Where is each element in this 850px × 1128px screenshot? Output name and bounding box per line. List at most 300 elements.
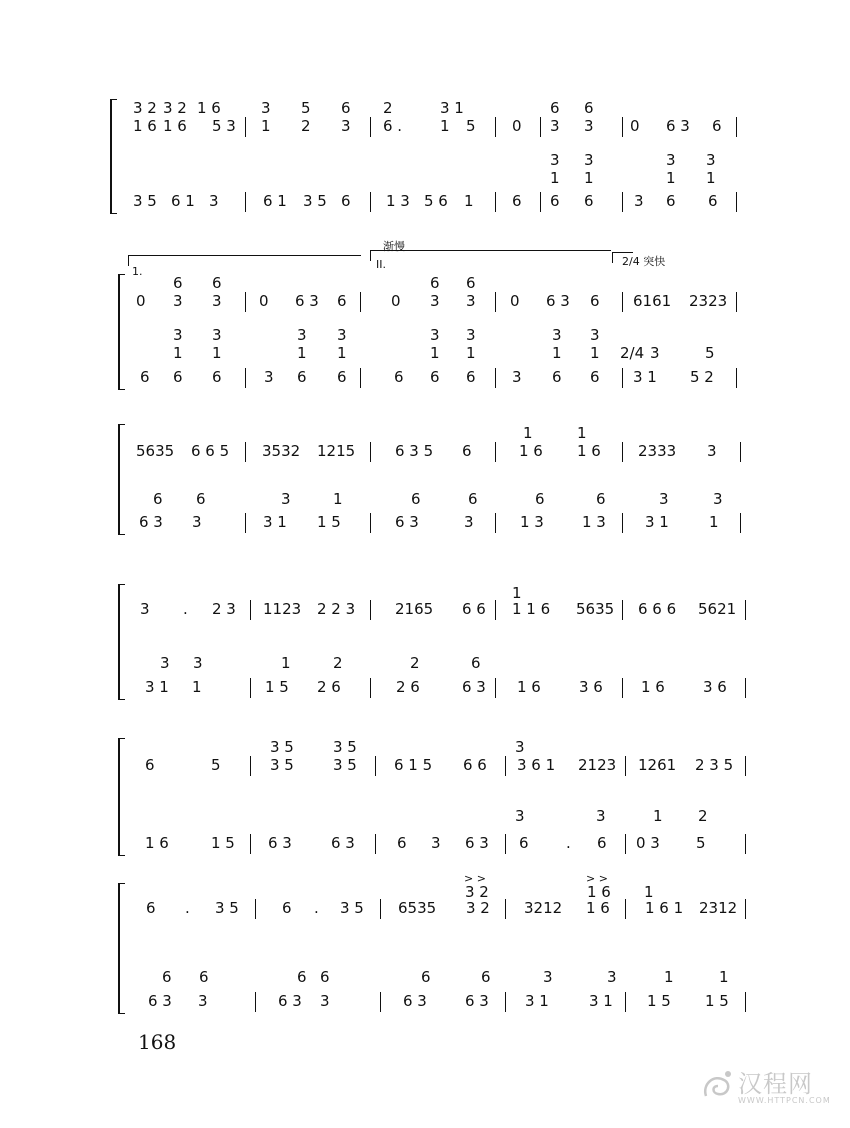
note-group: 6 1 [263, 192, 287, 210]
bar-line [245, 117, 246, 137]
note-group: 3 [706, 151, 716, 169]
note-group: 3 [515, 738, 525, 756]
bar-line [505, 756, 506, 776]
note-group: 6 3 [331, 834, 355, 852]
note-group: 3 1 [263, 513, 287, 531]
note-group: 1 [173, 344, 183, 362]
bar-line [375, 756, 376, 776]
bar-line [360, 368, 361, 388]
system-brace [110, 99, 117, 214]
bar-line [245, 192, 246, 212]
note-group: 3 [464, 513, 474, 531]
bar-line [625, 834, 626, 854]
note-group: 1 6 [163, 117, 187, 135]
bar-line [745, 899, 746, 919]
note-group: 1 [523, 424, 533, 442]
note-group: 1 [653, 807, 663, 825]
bar-line [622, 600, 623, 620]
tempo-mark: 渐慢 [383, 240, 405, 253]
bar-line [255, 899, 256, 919]
volta-bracket [128, 255, 361, 266]
note-group: 1261 [638, 756, 677, 774]
note-group: 6 [146, 899, 156, 917]
bar-line [736, 292, 737, 312]
note-group: 3 1 [525, 992, 549, 1010]
note-group: 6 [162, 968, 172, 986]
note-group: 1 6 [519, 442, 543, 460]
score-line [0, 507, 850, 537]
note-group: 6 [394, 368, 404, 386]
bar-line [625, 899, 626, 919]
note-group: 3 [173, 326, 183, 344]
bar-line [495, 292, 496, 312]
bar-line [736, 117, 737, 137]
note-group: 6 6 6 [638, 600, 677, 618]
note-group: 2323 [689, 292, 728, 310]
note-group: 2123 [578, 756, 617, 774]
bar-line [495, 678, 496, 698]
note-group: 3 [192, 513, 202, 531]
note-group: 1 6 [577, 442, 601, 460]
bar-line [622, 368, 623, 388]
note-group: 6 [590, 368, 600, 386]
note-group: 1 6 [133, 117, 157, 135]
score-line [0, 594, 850, 624]
note-group: 3 [320, 992, 330, 1010]
note-group: 0 [512, 117, 522, 135]
note-group: 3 [297, 326, 307, 344]
note-group: 5 [466, 117, 476, 135]
bar-line [495, 513, 496, 533]
note-group: 1215 [317, 442, 356, 460]
bar-line [370, 117, 371, 137]
note-group: 6 3 [403, 992, 427, 1010]
note-group: 3 1 [440, 99, 464, 117]
note-group: 3 [431, 834, 441, 852]
note-group: 6 3 [148, 992, 172, 1010]
bar-line [495, 192, 496, 212]
note-group: 3 [659, 490, 669, 508]
note-group: 1 6 [145, 834, 169, 852]
note-group: 2 [301, 117, 311, 135]
note-group: 6 [411, 490, 421, 508]
note-group: 1 [464, 192, 474, 210]
note-group: 6 [341, 99, 351, 117]
note-group: 6 3 [278, 992, 302, 1010]
note-group: 0 [259, 292, 269, 310]
note-group: 3 [140, 600, 150, 618]
note-group: 6 [512, 192, 522, 210]
bar-line [360, 292, 361, 312]
note-group: 3 5 [270, 756, 294, 774]
note-group: 3 1 [645, 513, 669, 531]
bar-line [745, 834, 746, 854]
note-group: 3 2 [133, 99, 157, 117]
bar-line [375, 834, 376, 854]
note-group: 2 6 [396, 678, 420, 696]
note-group: 5 [705, 344, 715, 362]
note-group: 3 [173, 292, 183, 310]
note-group: 3 6 1 [517, 756, 556, 774]
bar-line [250, 678, 251, 698]
note-group: 6 [297, 368, 307, 386]
note-group: 6 [145, 756, 155, 774]
note-group: 5 6 [424, 192, 448, 210]
note-group: 3 [713, 490, 723, 508]
bar-line [250, 756, 251, 776]
bar-line [245, 292, 246, 312]
note-group: 3 [584, 151, 594, 169]
note-group: 6 [341, 192, 351, 210]
bar-line [505, 899, 506, 919]
bar-line [250, 600, 251, 620]
note-group: 6 3 [465, 834, 489, 852]
note-group: 6 6 [463, 756, 487, 774]
note-group: 6 [590, 292, 600, 310]
bar-line [370, 600, 371, 620]
note-group: 6 [584, 192, 594, 210]
note-group: 1 [706, 169, 716, 187]
note-group: 1 [709, 513, 719, 531]
note-group: 1 [430, 344, 440, 362]
note-group: 3 [160, 654, 170, 672]
note-group: 1 [666, 169, 676, 187]
bar-line [370, 678, 371, 698]
note-group: 6 [468, 490, 478, 508]
note-group: 1 1 6 [512, 600, 551, 618]
note-group: 3 1 [589, 992, 613, 1010]
note-group: 1 3 [520, 513, 544, 531]
note-group: 1 [590, 344, 600, 362]
note-group: 6 3 [546, 292, 570, 310]
note-group: 3 1 [145, 678, 169, 696]
note-group: 6161 [633, 292, 672, 310]
bar-line [505, 992, 506, 1012]
swirl-logo-icon [700, 1066, 736, 1106]
second-ending-label: II. [376, 258, 386, 271]
note-group: 3 5 [133, 192, 157, 210]
note-group: 1 6 1 [645, 899, 684, 917]
note-group: 1123 [263, 600, 302, 618]
note-group: 5 2 [690, 368, 714, 386]
note-group: 6 3 [666, 117, 690, 135]
note-group: 3 [515, 807, 525, 825]
note-group: 6 [282, 899, 292, 917]
note-group: 6 6 [462, 600, 486, 618]
bar-line [622, 678, 623, 698]
note-group: 6 [471, 654, 481, 672]
bar-line [380, 899, 381, 919]
note-group: 3 [212, 326, 222, 344]
note-group: 6 [666, 192, 676, 210]
note-group: 2333 [638, 442, 677, 460]
note-group: 1 [552, 344, 562, 362]
note-group: 6 [173, 274, 183, 292]
note-group: 3532 [262, 442, 301, 460]
system-brace [118, 883, 125, 1014]
bar-line [736, 192, 737, 212]
note-group: 6 3 [139, 513, 163, 531]
note-group: 1 [550, 169, 560, 187]
note-group: 6535 [398, 899, 437, 917]
note-group: 1 [644, 883, 654, 901]
score-line [0, 111, 850, 141]
bar-line [250, 834, 251, 854]
score-line [0, 893, 850, 923]
first-ending-label: 1. [132, 265, 143, 278]
watermark [700, 1062, 840, 1112]
bar-line [495, 600, 496, 620]
note-group: 6 [397, 834, 407, 852]
note-group: 1 [466, 344, 476, 362]
note-group: 3 [209, 192, 219, 210]
bar-line [740, 513, 741, 533]
system-brace [118, 274, 125, 390]
note-group: 6 [708, 192, 718, 210]
note-group: 2165 [395, 600, 434, 618]
accent-mark: > > [464, 872, 486, 885]
note-group: 6 [212, 274, 222, 292]
note-group: 3 [341, 117, 351, 135]
note-group: 6 3 [462, 678, 486, 696]
note-group: 2 [410, 654, 420, 672]
note-group: 6 [466, 274, 476, 292]
note-group: 3 [466, 326, 476, 344]
note-group: 3 [261, 99, 271, 117]
note-group: 3 [212, 292, 222, 310]
bar-line [740, 442, 741, 462]
note-group: 6 [212, 368, 222, 386]
bar-line [245, 442, 246, 462]
note-group: 6 [337, 292, 347, 310]
note-group: 0 [630, 117, 640, 135]
note-group: 3 [198, 992, 208, 1010]
note-group: 1 5 [317, 513, 341, 531]
note-group: 3212 [524, 899, 563, 917]
bar-line [495, 117, 496, 137]
note-group: 6 [519, 834, 529, 852]
note-group: 6 [199, 968, 209, 986]
note-group: 3 2 [163, 99, 187, 117]
note-group: 3 5 [340, 899, 364, 917]
bar-line [745, 756, 746, 776]
note-group: 6 [550, 99, 560, 117]
note-group: 2 2 3 [317, 600, 356, 618]
note-group: 3 5 [215, 899, 239, 917]
note-group: 6 [596, 490, 606, 508]
note-group: . [185, 899, 190, 917]
note-group: 1 [337, 344, 347, 362]
note-group: 1 [719, 968, 729, 986]
note-group: 3 [281, 490, 291, 508]
note-group: 1 6 [517, 678, 541, 696]
note-group: 3 2 [465, 883, 489, 901]
note-group: 3 [550, 151, 560, 169]
score-line [0, 801, 850, 831]
note-group: 2312 [699, 899, 738, 917]
note-group: 3 [337, 326, 347, 344]
note-group: 1 [261, 117, 271, 135]
note-group: 1 6 [197, 99, 221, 117]
note-group: 6 [153, 490, 163, 508]
system-brace [118, 584, 125, 700]
note-group: 1 6 [641, 678, 665, 696]
note-group: 6 1 5 [394, 756, 433, 774]
bar-line [370, 192, 371, 212]
note-group: 0 3 [636, 834, 660, 852]
note-group: 1 3 [386, 192, 410, 210]
note-group: 1 3 [582, 513, 606, 531]
note-group: 6 [481, 968, 491, 986]
meter-mark: 2/4 突快 [622, 255, 666, 268]
note-group: 6 [430, 368, 440, 386]
note-group: 6 [337, 368, 347, 386]
note-group: 3 [666, 151, 676, 169]
note-group: 3 5 [270, 738, 294, 756]
score-line [0, 286, 850, 316]
bar-line [540, 192, 541, 212]
note-group: 3 [543, 968, 553, 986]
note-group: 2 [383, 99, 393, 117]
note-group: 6 3 [268, 834, 292, 852]
note-group: 1 5 [647, 992, 671, 1010]
note-group: 3 [584, 117, 594, 135]
note-group: 6 [421, 968, 431, 986]
bar-line [622, 442, 623, 462]
note-group: 6 3 [465, 992, 489, 1010]
watermark-text: 汉程网 [738, 1070, 813, 1098]
note-group: 1 5 [211, 834, 235, 852]
bar-line [622, 192, 623, 212]
note-group: . [314, 899, 319, 917]
page-number: 168 [138, 1030, 177, 1054]
note-group: 3 6 [579, 678, 603, 696]
note-group: 1 5 [265, 678, 289, 696]
note-group: . [566, 834, 571, 852]
note-group: 6 3 [395, 513, 419, 531]
note-group: 6 [430, 274, 440, 292]
note-group: 1 [440, 117, 450, 135]
score-line [0, 986, 850, 1016]
score-line [0, 672, 850, 702]
note-group: 3 [264, 368, 274, 386]
bar-line [380, 992, 381, 1012]
note-group: 6 [535, 490, 545, 508]
note-group: 3 [607, 968, 617, 986]
bar-line [622, 292, 623, 312]
note-group: 5 3 [212, 117, 236, 135]
note-group: 6 1 [171, 192, 195, 210]
bar-line [370, 442, 371, 462]
score-line [0, 186, 850, 216]
note-group: 0 [391, 292, 401, 310]
note-group: 2 [333, 654, 343, 672]
note-group: 1 [333, 490, 343, 508]
bar-line [505, 834, 506, 854]
note-group: 6 [462, 442, 472, 460]
note-group: 5 [301, 99, 311, 117]
note-group: 3 1 [633, 368, 657, 386]
note-group: 1 6 [586, 899, 610, 917]
note-group: 3 [430, 292, 440, 310]
note-group: 2 [698, 807, 708, 825]
note-group: 2 3 5 [695, 756, 734, 774]
note-group: 5621 [698, 600, 737, 618]
note-group: 2 3 [212, 600, 236, 618]
score-line [0, 436, 850, 466]
bar-line [622, 117, 623, 137]
note-group: 2 6 [317, 678, 341, 696]
note-group: 5 [696, 834, 706, 852]
note-group: 1 [664, 968, 674, 986]
note-group: 3 6 [703, 678, 727, 696]
note-group: 1 [512, 584, 522, 602]
note-group: 0 [136, 292, 146, 310]
bar-line [745, 678, 746, 698]
note-group: 6 [466, 368, 476, 386]
bar-line [540, 117, 541, 137]
note-group: 1 [281, 654, 291, 672]
note-group: 6 . [383, 117, 403, 135]
note-group: 1 [192, 678, 202, 696]
note-group: 3 [707, 442, 717, 460]
note-group: 6 3 5 [395, 442, 434, 460]
note-group: 6 [297, 968, 307, 986]
system-brace [118, 424, 125, 535]
note-group: 3 [634, 192, 644, 210]
bar-line [745, 992, 746, 1012]
note-group: 6 [173, 368, 183, 386]
note-group: 5 [211, 756, 221, 774]
bar-line [625, 756, 626, 776]
note-group: 5635 [136, 442, 175, 460]
bar-line [245, 368, 246, 388]
note-group: 2/4 [620, 344, 645, 362]
note-group: 1 [297, 344, 307, 362]
bar-line [622, 513, 623, 533]
bar-line [370, 513, 371, 533]
score-line [0, 750, 850, 780]
note-group: 3 5 [333, 738, 357, 756]
note-group: 3 [550, 117, 560, 135]
bar-line [736, 368, 737, 388]
note-group: 6 3 [295, 292, 319, 310]
note-group: 3 5 [333, 756, 357, 774]
note-group: 3 [466, 292, 476, 310]
note-group: 6 [550, 192, 560, 210]
note-group: 6 [196, 490, 206, 508]
note-group: 3 [193, 654, 203, 672]
note-group: . [183, 600, 188, 618]
note-group: 1 6 [587, 883, 611, 901]
bar-line [255, 992, 256, 1012]
note-group: 6 [140, 368, 150, 386]
watermark-url: WWW.HTTPCN.COM [738, 1096, 831, 1105]
bar-line [625, 992, 626, 1012]
score-line [0, 828, 850, 858]
bar-line [495, 368, 496, 388]
volta-bracket [370, 250, 611, 261]
note-group: 6 [597, 834, 607, 852]
note-group: 3 2 [466, 899, 490, 917]
bar-line [745, 600, 746, 620]
score-line [0, 362, 850, 392]
note-group: 1 [577, 424, 587, 442]
note-group: 1 5 [705, 992, 729, 1010]
bar-line [245, 513, 246, 533]
note-group: 3 [596, 807, 606, 825]
note-group: 1 [584, 169, 594, 187]
